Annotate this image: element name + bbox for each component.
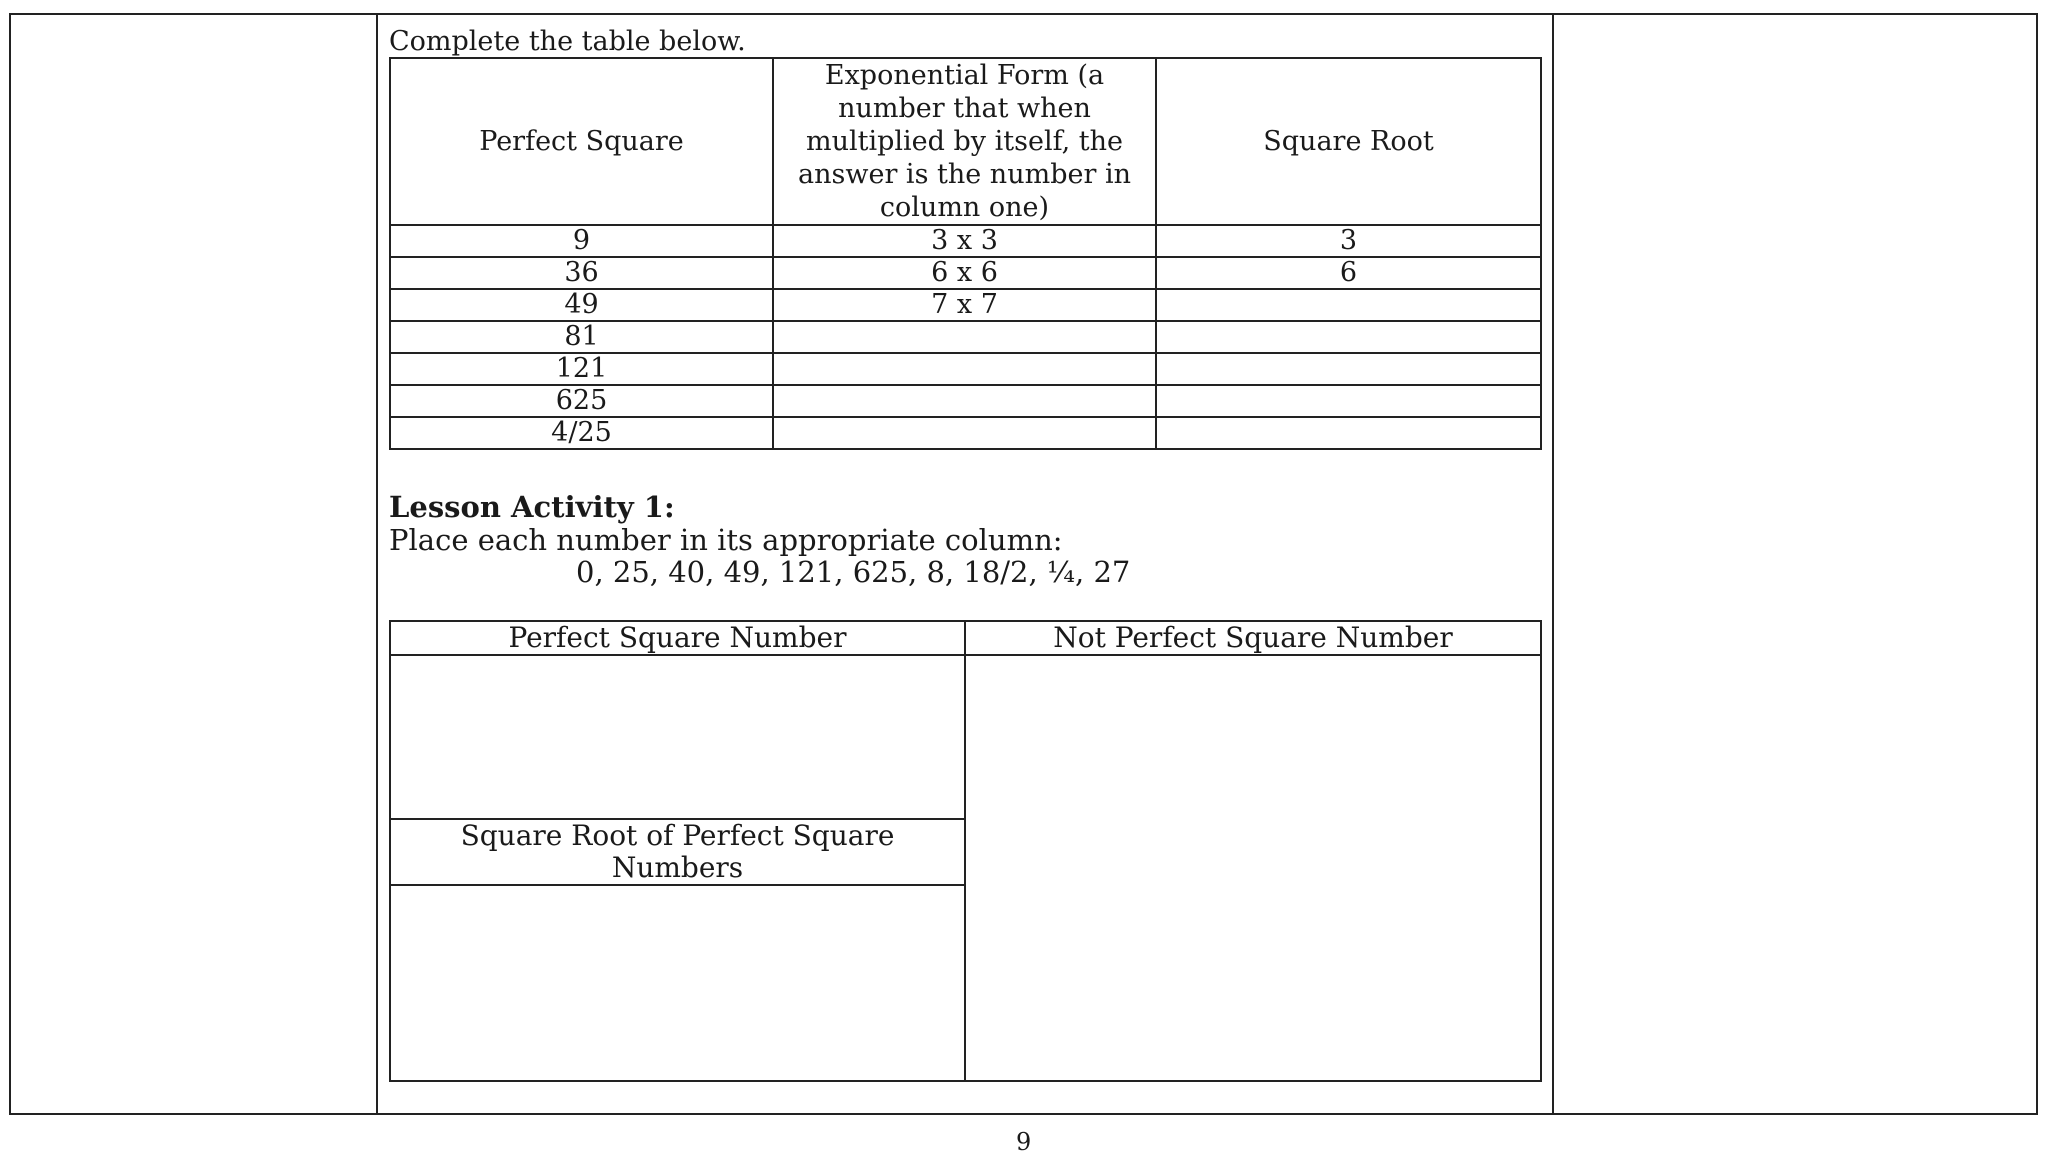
cell-square-root[interactable] (1156, 353, 1541, 385)
table-row (390, 289, 1541, 321)
perfect-square-answer-area[interactable] (390, 655, 965, 819)
cell-perfect-square: 625 (390, 385, 773, 417)
header-exponential-form: Exponential Form (a number that when multiplied by itself, the answer is the number in column one) (773, 58, 1156, 225)
header-not-perfect-square-number: Not Perfect Square Number (965, 621, 1541, 655)
cell-exponential-form[interactable] (773, 385, 1156, 417)
left-column-divider (376, 13, 378, 1115)
table-row (390, 385, 1541, 417)
table-row (390, 417, 1541, 449)
activity-instruction: Place each number in its appropriate column: (389, 523, 1063, 557)
activity-title: Lesson Activity 1: (389, 490, 675, 524)
perfect-square-table (389, 57, 1542, 450)
right-column-divider (1552, 13, 1554, 1115)
classification-table (389, 620, 1542, 1082)
cell-exponential-form[interactable] (773, 417, 1156, 449)
cell-square-root[interactable] (1156, 321, 1541, 353)
cell-perfect-square: 81 (390, 321, 773, 353)
cell-perfect-square: 49 (390, 289, 773, 321)
cell-exponential-form[interactable] (773, 353, 1156, 385)
table-row (390, 353, 1541, 385)
page-number: 9 (1016, 1128, 1032, 1156)
cell-exponential-form[interactable]: 6 x 6 (773, 257, 1156, 289)
cell-exponential-form[interactable] (773, 321, 1156, 353)
table-row (390, 257, 1541, 289)
cell-square-root[interactable]: 6 (1156, 257, 1541, 289)
cell-perfect-square: 121 (390, 353, 773, 385)
header-square-root-of-perfect-squares: Square Root of Perfect Square Numbers (390, 819, 965, 885)
cell-square-root[interactable] (1156, 385, 1541, 417)
cell-square-root[interactable] (1156, 289, 1541, 321)
cell-square-root[interactable] (1156, 417, 1541, 449)
cell-exponential-form[interactable]: 7 x 7 (773, 289, 1156, 321)
cell-exponential-form[interactable]: 3 x 3 (773, 225, 1156, 257)
cell-square-root[interactable]: 3 (1156, 225, 1541, 257)
classification-header-row (390, 621, 1541, 655)
header-square-root: Square Root (1156, 58, 1541, 225)
table-header-row (390, 58, 1541, 225)
table-row (390, 225, 1541, 257)
not-perfect-square-answer-area[interactable] (965, 655, 1541, 1081)
intro-text: Complete the table below. (389, 26, 746, 57)
number-list: 0, 25, 40, 49, 121, 625, 8, 18/2, ¼, 27 (576, 555, 1131, 589)
header-perfect-square: Perfect Square (390, 58, 773, 225)
square-root-answer-area[interactable] (390, 885, 965, 1081)
cell-perfect-square: 4/25 (390, 417, 773, 449)
cell-perfect-square: 36 (390, 257, 773, 289)
answer-row (390, 655, 1541, 819)
cell-perfect-square: 9 (390, 225, 773, 257)
table-row (390, 321, 1541, 353)
header-perfect-square-number: Perfect Square Number (390, 621, 965, 655)
